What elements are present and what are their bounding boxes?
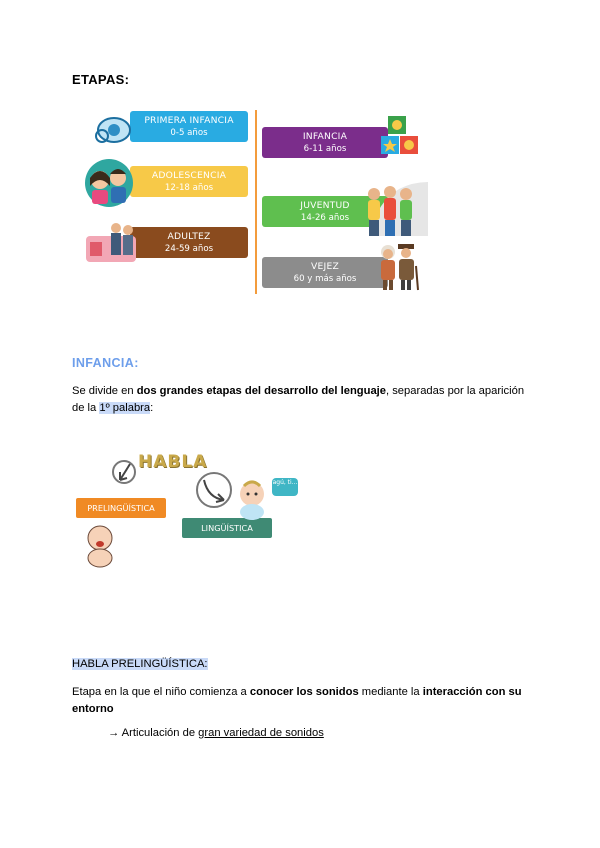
crying-baby-icon: [80, 522, 120, 570]
bold-text: dos grandes etapas del desarrollo del lenguaje: [136, 385, 386, 397]
elderly-couple-icon: [376, 240, 420, 292]
habla-title: HABLA: [138, 452, 208, 472]
habla-diagram: [74, 448, 304, 572]
infancia-line-2: [72, 400, 532, 417]
infancia-line-1: [72, 383, 532, 400]
timeline-divider: [255, 110, 257, 294]
speech-bubble: agú, ti...: [272, 478, 298, 496]
bold-text: entorno: [72, 703, 114, 715]
stage-ages: 0-5 años: [170, 127, 208, 138]
baby-icon: [234, 478, 274, 522]
bold-text: interacción con su: [422, 686, 522, 698]
stage-adolescencia: [130, 166, 248, 197]
bold-text: conocer los sonidos: [249, 686, 359, 698]
prelin-line-1: [72, 684, 532, 701]
stage-ages: 14-26 años: [300, 212, 350, 223]
infancia-heading: INFANCIA:: [72, 356, 139, 370]
etapas-heading: ETAPAS:: [72, 72, 130, 87]
arrow-right-icon: →: [108, 727, 120, 739]
prelin-line-2: [72, 701, 532, 718]
bullet-line: [108, 725, 324, 742]
stage-vejez: [262, 257, 388, 288]
stage-adultez: [130, 227, 248, 258]
young-people-icon: [360, 178, 428, 238]
pacifier-icon: [92, 108, 142, 148]
text: :: [150, 402, 154, 414]
arrow-curve-icon: [194, 470, 234, 510]
highlighted-heading: HABLA PRELINGÜÍSTICA:: [72, 658, 208, 670]
stage-ages: 24-59 años: [164, 243, 214, 254]
stage-primera-infancia: [130, 111, 248, 142]
text: Etapa en la que el niño comienza a: [72, 686, 250, 698]
stage-infancia: [262, 127, 388, 158]
stage-name: ADULTEZ: [167, 230, 211, 242]
toy-blocks-icon: [380, 114, 420, 164]
highlighted-text: 1º palabra: [99, 402, 151, 414]
adults-office-icon: [82, 218, 142, 264]
stages-infographic: [74, 100, 434, 300]
stage-ages: 12-18 años: [164, 182, 214, 193]
teenagers-icon: [78, 156, 140, 210]
text: de la: [72, 402, 100, 414]
stage-name: ADOLESCENCIA: [151, 169, 227, 181]
stage-ages: 60 y más años: [293, 273, 357, 284]
stage-name: PRIMERA INFANCIA: [144, 114, 234, 126]
text: Articulación de: [119, 727, 199, 739]
stage-name: VEJEZ: [311, 260, 339, 272]
text: , separadas por la aparición: [386, 385, 525, 397]
stage-ages: 6-11 años: [303, 143, 347, 154]
underlined-text: gran variedad de sonidos: [198, 727, 324, 739]
linguistica-box: LINGÜÍSTICA: [182, 518, 272, 538]
infancia-paragraph: [72, 383, 532, 417]
prelinguistica-paragraph: [72, 684, 532, 718]
text: mediante la: [358, 686, 423, 698]
prelinguistica-box: PRELINGÜÍSTICA: [76, 498, 166, 518]
arrow-down-icon: [110, 458, 140, 492]
stage-name: JUVENTUD: [300, 199, 350, 211]
stage-name: INFANCIA: [302, 130, 348, 142]
text: Se divide en: [72, 385, 137, 397]
prelinguistica-heading: [72, 656, 208, 673]
